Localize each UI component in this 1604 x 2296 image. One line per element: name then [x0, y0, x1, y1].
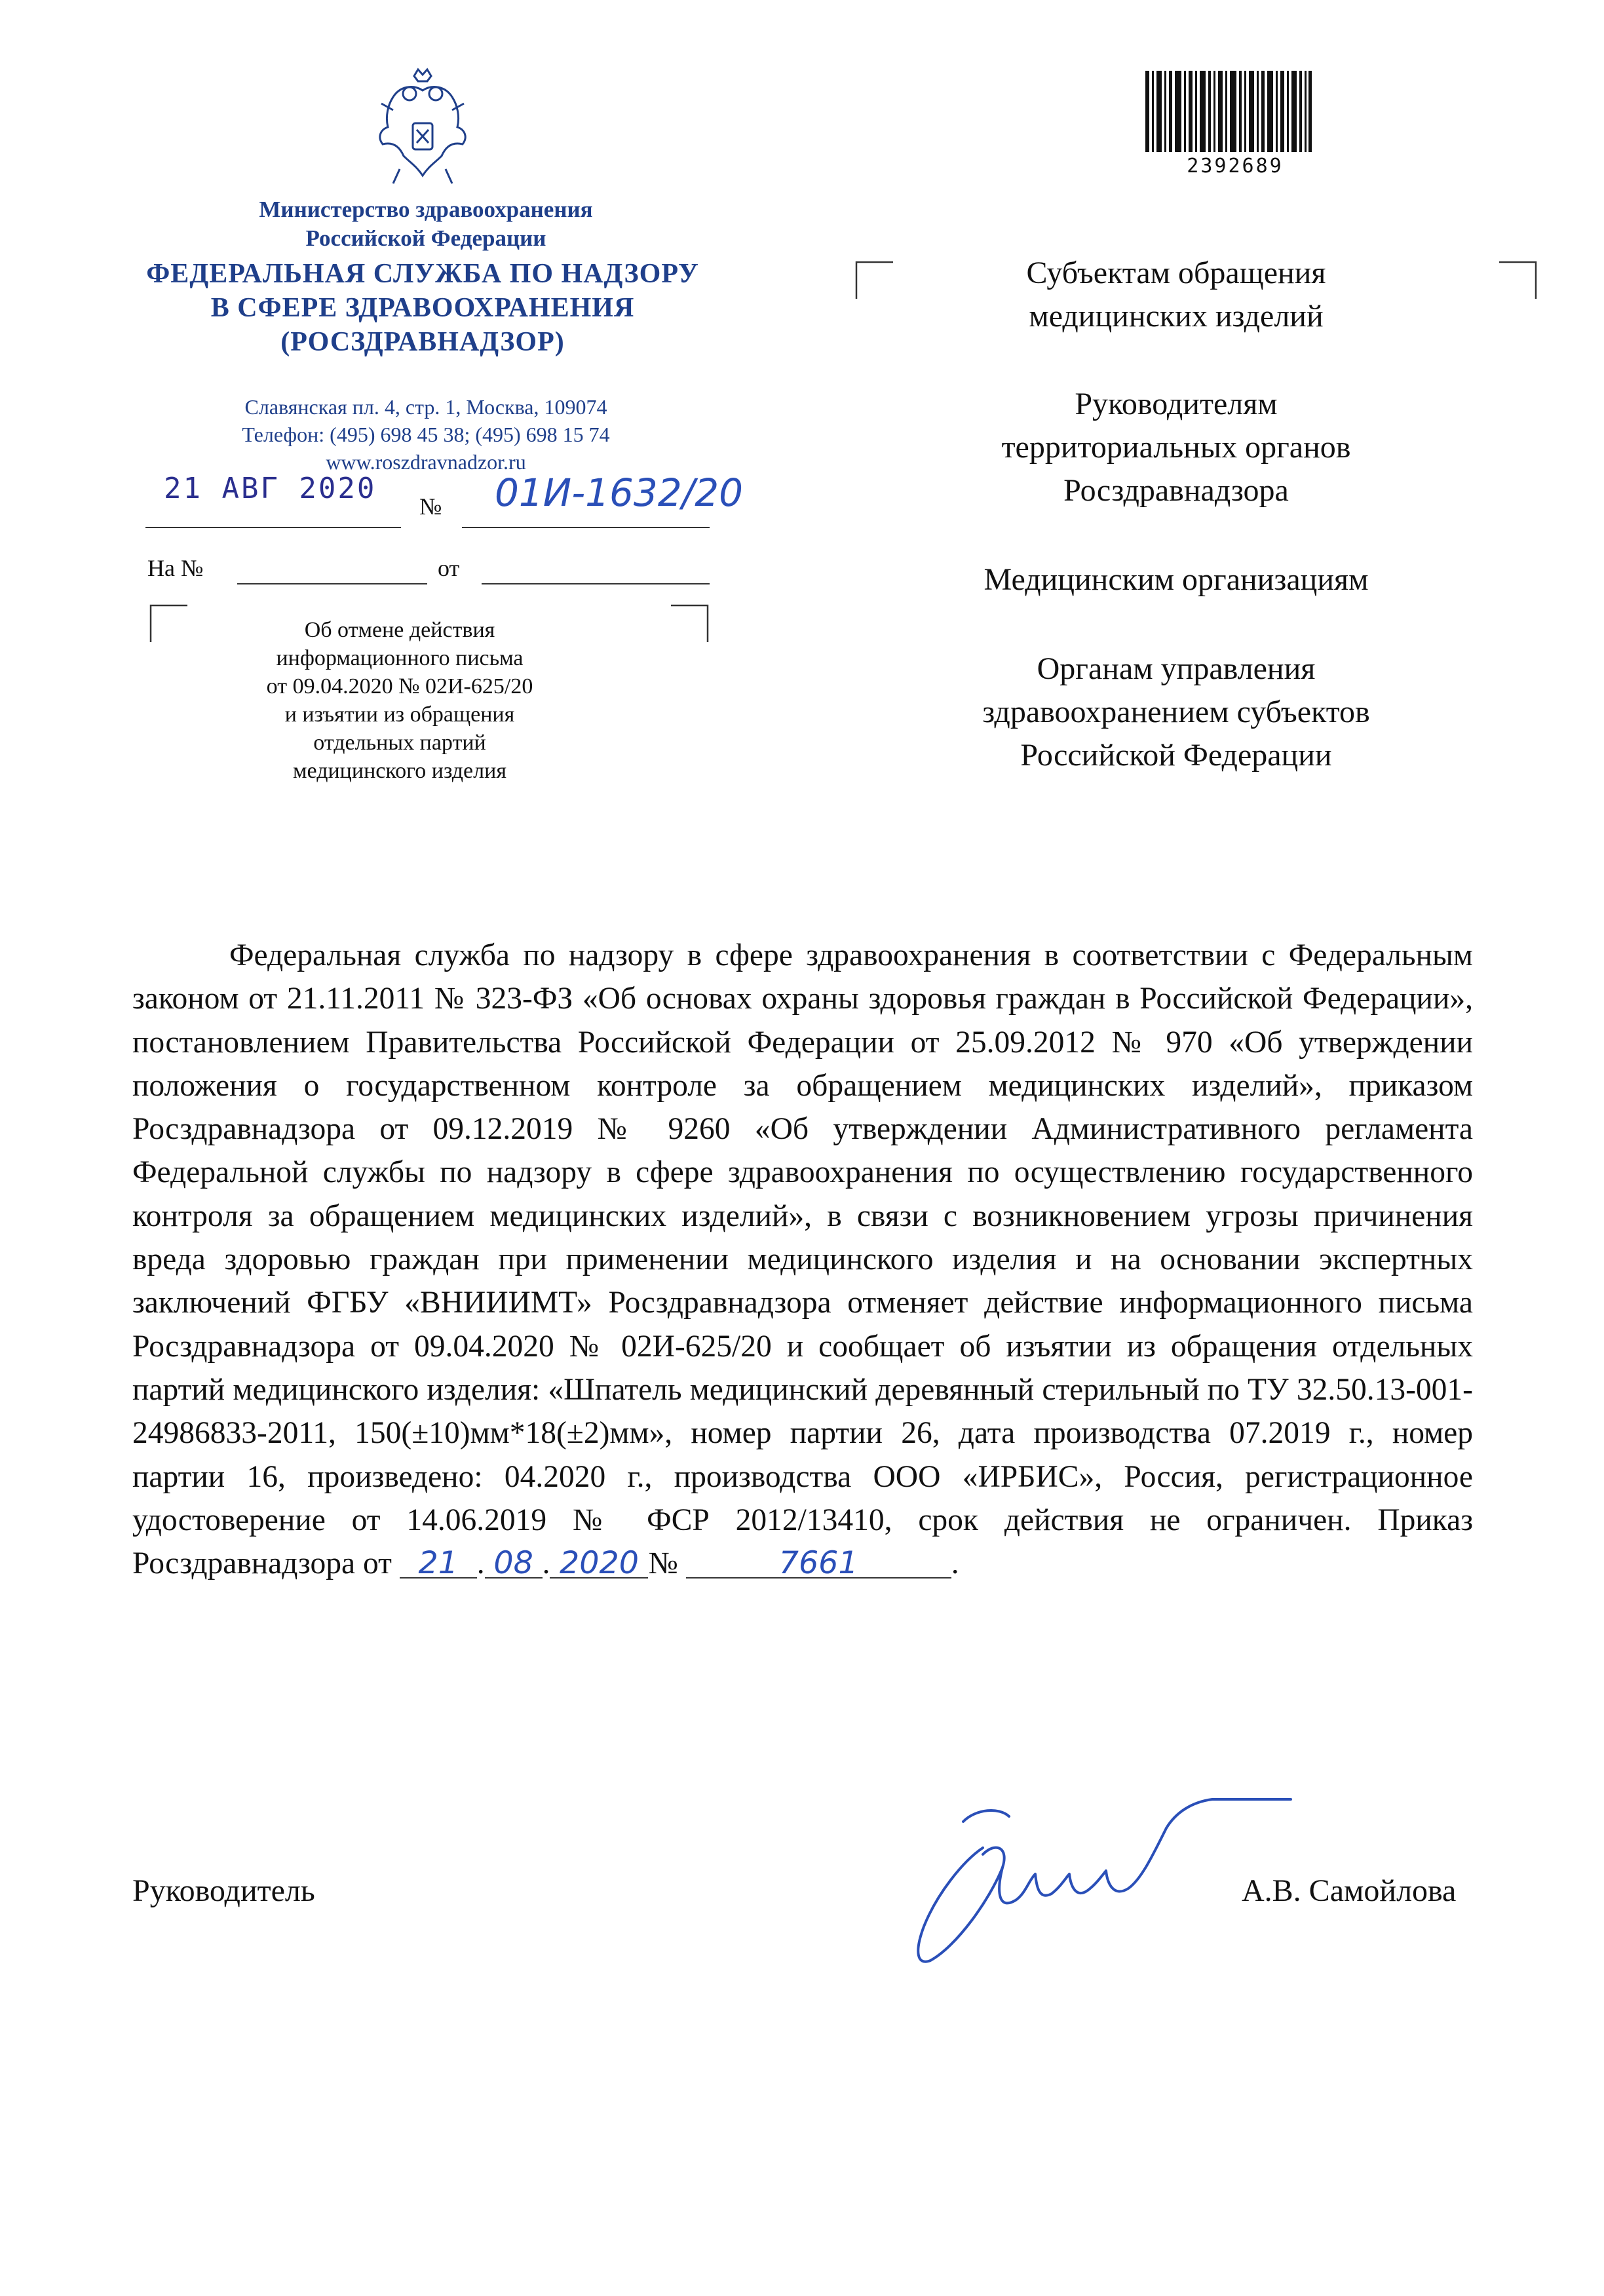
addressee-line: Российской Федерации	[1020, 738, 1332, 773]
ministry-line-2: Российской Федерации	[305, 225, 546, 251]
registration-date-rule	[145, 527, 401, 528]
barcode-number: 2392689	[1187, 155, 1284, 178]
addressee-block	[871, 647, 1481, 777]
agency-line-1: ФЕДЕРАЛЬНАЯ СЛУЖБА ПО НАДЗОРУ	[146, 259, 699, 289]
order-end: .	[951, 1546, 959, 1581]
in-reply-from-label: от	[438, 555, 460, 581]
body-main-text: Федеральная служба по надзору в сфере здравоохранения в соответствии с Федеральным законом от 21.11.2011 № 323-ФЗ «Об основах охраны здоровья граждан в Российской Федерации», постановлением Правительства Российской Федерации от 25.09.2012 № 970 «Об утверждении положения о государственном контроле за обращением медицинских изделий», приказом Росздравнадзора от 09.12.2019 № 9260 «Об утверждении Административного регламента Федеральной службы по надзору в сфере здравоохранения по осуществлению государственного контроля за обращением медицинских изделий», в связи с возникновением угрозы причинения вреда здоровью граждан при применении медицинского изделия и на основании экспертных заключений ФГБУ «ВНИИИМТ» Росздравнадзора отменяет действие информационного письма Росздравнадзора от 09.04.2020 № 02И-625/20 и сообщает об изъятии из обращения отдельных партий медицинского изделия: «Шпатель медицинский деревянный стерильный по ТУ 32.50.13-001-24986833-2011, 150(±10)мм*18(±2)мм», номер партии 26, дата производства 07.2019 г., номер партии 16, произведено: 04.2020 г., производства ООО «ИРБИС», Россия, регистрационное удостоверение от 14.06.2019 № ФСР 2012/13410, срок действия не ограничен. Приказ Росздравнадзора	[132, 938, 1473, 1581]
addressee-line: медицинских изделий	[1029, 299, 1324, 334]
subject-line: Об отмене действия	[304, 618, 495, 642]
subject-corner-right-icon	[670, 604, 709, 643]
agency-contacts	[144, 393, 708, 476]
agency-line-2: В СФЕРЕ ЗДРАВООХРАНЕНИЯ	[210, 293, 635, 323]
subject-line: отдельных партий	[313, 731, 486, 755]
subject-line: и изъятии из обращения	[284, 702, 515, 727]
letter-subject	[197, 616, 603, 785]
addressee-block	[871, 383, 1481, 512]
order-day-field	[400, 1542, 477, 1582]
agency-line-3: (РОСЗДРАВНАДЗОР)	[280, 327, 565, 357]
order-number-label: №	[648, 1546, 678, 1581]
barcode-icon	[1145, 71, 1312, 152]
in-reply-date-rule	[482, 583, 710, 584]
ministry-line-1: Министерство здравоохранения	[259, 197, 593, 222]
agency-website: www.roszdravnadzor.ru	[326, 450, 526, 474]
registration-date-stamp: 21 АВГ 2020	[164, 472, 377, 505]
order-number-field	[686, 1542, 951, 1582]
registration-number-handwritten: 01И-1632/20	[495, 470, 744, 515]
subject-line: от 09.04.2020 № 02И-625/20	[266, 674, 533, 698]
agency-address: Славянская пл. 4, стр. 1, Москва, 109074	[244, 395, 607, 419]
addressee-block	[871, 252, 1481, 338]
order-year: 2020	[560, 1545, 639, 1582]
order-year-field	[550, 1542, 648, 1582]
signatory-role: Руководитель	[132, 1873, 315, 1908]
addressee-corner-right-icon	[1498, 261, 1537, 300]
addressee-line: Субъектам обращения	[1026, 256, 1326, 290]
addressee-line: здравоохранением субъектов	[982, 695, 1370, 729]
double-headed-eagle-emblem-icon	[373, 64, 472, 189]
subject-line: информационного письма	[276, 646, 524, 670]
agency-name	[105, 257, 740, 359]
handwritten-signature-icon	[885, 1769, 1304, 1985]
letter-body: Федеральная служба по надзору в сфере здравоохранения в соответствии с Федеральным законом от 21.11.2011 № 323-ФЗ «Об основах охраны здоровья граждан в Российской Федерации», постановлением Правительства Российской Федерации от 25.09.2012 № 970 «Об утверждении положения о государственном контроле за обращением медицинских изделий», приказом Росздравнадзора от 09.12.2019 № 9260 «Об утверждении Административного регламента Федеральной службы по надзору в сфере здравоохранения по осуществлению государственного контроля за обращением медицинских изделий», в связи с возникновением угрозы причинения вреда здоровью граждан при применении медицинского изделия и на основании экспертных заключений ФГБУ «ВНИИИМТ» Росздравнадзора отменяет действие информационного письма Росздравнадзора от 09.04.2020 № 02И-625/20 и сообщает об изъятии из обращения отдельных партий медицинского изделия: «Шпатель медицинский деревянный стерильный по ТУ 32.50.13-001-24986833-2011, 150(±10)мм*18(±2)мм», номер партии 26, дата производства 07.2019 г., номер партии 16, произведено: 04.2020 г., производства ООО «ИРБИС», Россия, регистрационное удостоверение от 14.06.2019 № ФСР 2012/13410, срок действия не ограничен. Приказ Росздравнадзора от 21 . 08 . 2020 № 7661 .	[132, 938, 1473, 1582]
registration-number-rule	[462, 527, 710, 528]
order-month: 08	[493, 1545, 533, 1582]
addressee-line: Росздравнадзора	[1063, 473, 1289, 508]
addressee-block	[871, 558, 1481, 602]
order-from-label: от	[362, 1546, 392, 1581]
order-day: 21	[418, 1545, 458, 1582]
signatory-name: А.В. Самойлова	[1242, 1873, 1457, 1908]
order-month-field	[485, 1542, 543, 1582]
addressee-line: Руководителям	[1075, 387, 1278, 421]
order-number: 7661	[778, 1545, 858, 1582]
in-reply-label: На №	[147, 555, 204, 581]
subject-line: медицинского изделия	[293, 759, 506, 783]
addressee-line: территориальных органов	[1001, 430, 1351, 465]
in-reply-number-rule	[237, 583, 427, 584]
addressee-line: Медицинским организациям	[983, 562, 1369, 597]
registration-number-label: №	[419, 493, 442, 520]
subject-corner-left-icon	[149, 604, 189, 643]
addressee-line: Органам управления	[1037, 651, 1316, 686]
ministry-name	[131, 195, 721, 253]
agency-phone: Телефон: (495) 698 45 38; (495) 698 15 74	[242, 423, 610, 446]
